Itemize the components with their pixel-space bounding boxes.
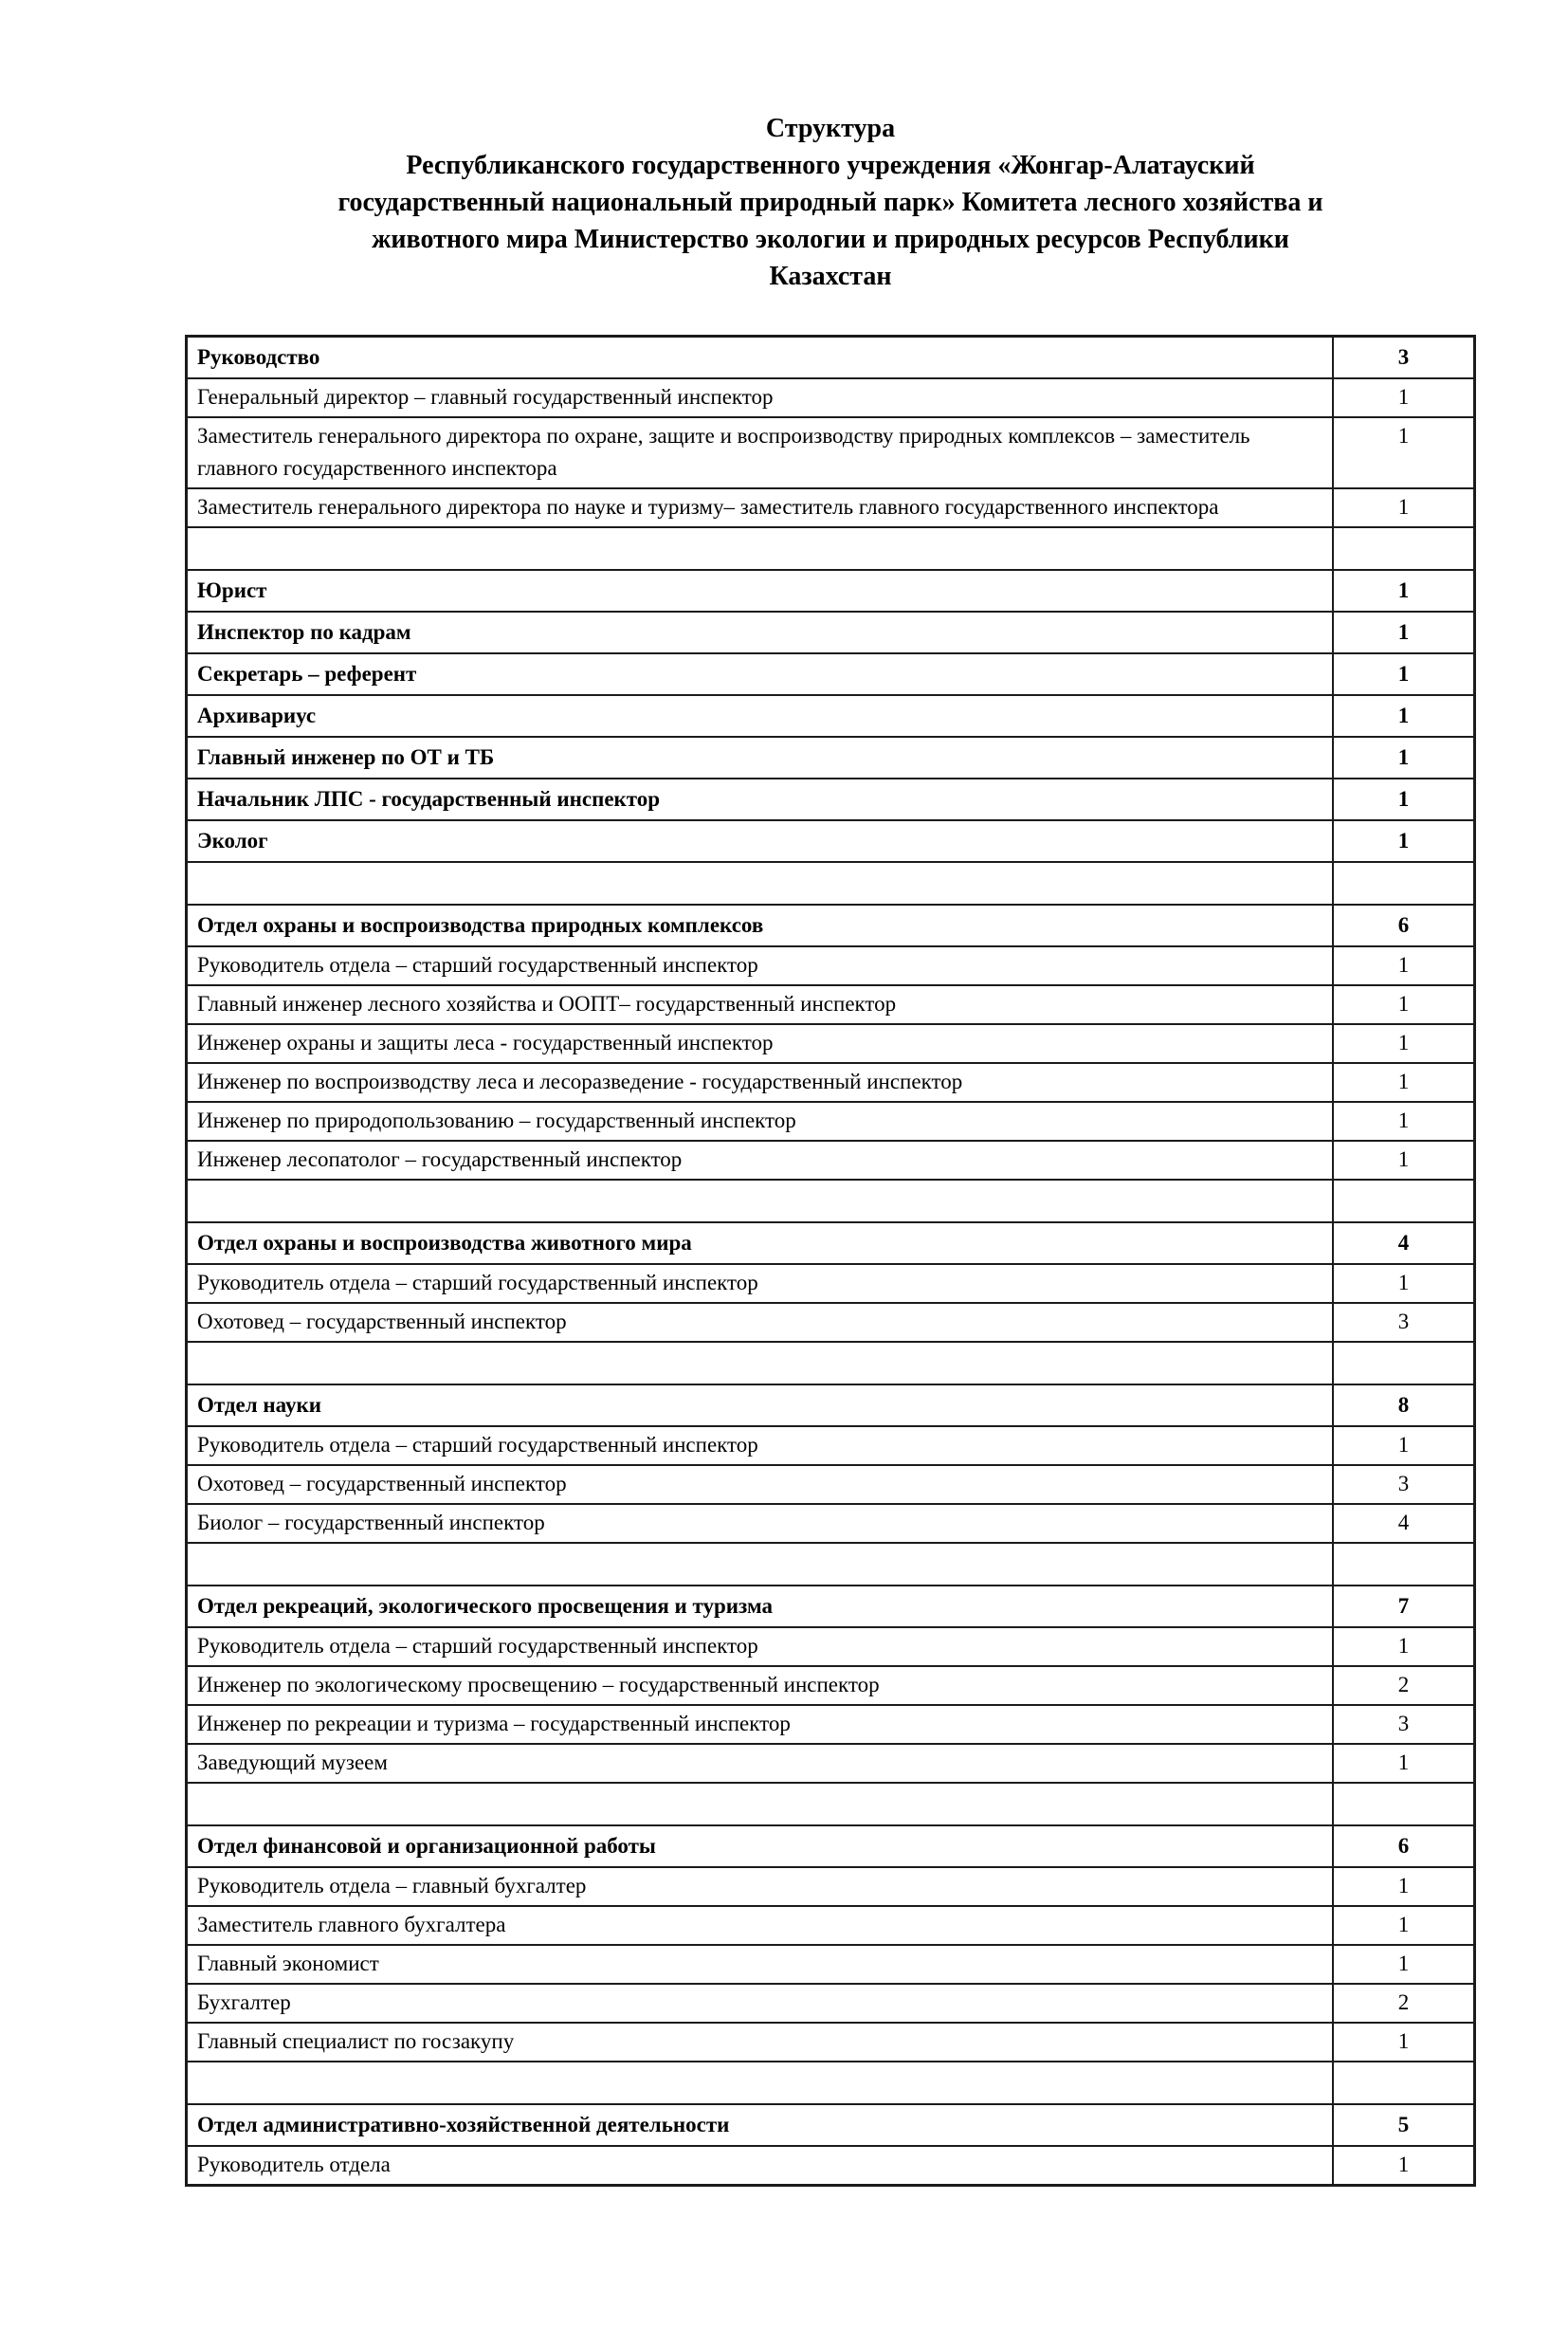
- count-cell: [1333, 1783, 1475, 1825]
- count-cell: 1: [1333, 1024, 1475, 1063]
- position-cell: Инженер по экологическому просвещению – государственный инспектор: [187, 1666, 1334, 1705]
- position-cell: Руководитель отдела – старший государственный инспектор: [187, 1426, 1334, 1465]
- count-cell: 1: [1333, 1102, 1475, 1141]
- count-cell: 1: [1333, 1945, 1475, 1984]
- position-cell: Отдел охраны и воспроизводства природных комплексов: [187, 905, 1334, 946]
- table-row: [187, 1666, 1475, 1705]
- position-cell: Заместитель генерального директора по охране, защите и воспроизводству природных комплексов – заместитель главного государственного инспектора: [187, 417, 1334, 488]
- count-cell: 1: [1333, 695, 1475, 737]
- count-cell: 1: [1333, 1867, 1475, 1906]
- table-row: [187, 612, 1475, 653]
- position-cell: Главный инженер лесного хозяйства и ООПТ– государственный инспектор: [187, 985, 1334, 1024]
- position-cell: Инженер по воспроизводству леса и лесоразведение - государственный инспектор: [187, 1063, 1334, 1102]
- table-row: [187, 2146, 1475, 2186]
- position-cell: [187, 862, 1334, 905]
- table-row: [187, 1426, 1475, 1465]
- table-row: [187, 1984, 1475, 2023]
- position-cell: Секретарь – референт: [187, 653, 1334, 695]
- position-cell: Заместитель главного бухгалтера: [187, 1906, 1334, 1945]
- count-cell: [1333, 1543, 1475, 1586]
- count-cell: [1333, 527, 1475, 570]
- table-row: [187, 378, 1475, 417]
- spacer-row: [187, 1783, 1475, 1825]
- table-row: [187, 820, 1475, 862]
- table-row: [187, 1825, 1475, 1867]
- table-row: [187, 1906, 1475, 1945]
- position-cell: Отдел охраны и воспроизводства животного мира: [187, 1222, 1334, 1264]
- position-cell: Архивариус: [187, 695, 1334, 737]
- count-cell: 3: [1333, 1465, 1475, 1504]
- spacer-row: [187, 1180, 1475, 1222]
- position-cell: [187, 1342, 1334, 1384]
- title-line: Казахстан: [769, 262, 892, 291]
- count-cell: 5: [1333, 2104, 1475, 2146]
- staff-table-body: [187, 337, 1475, 2186]
- title-line: государственный национальный природный парк» Комитета лесного хозяйства и: [337, 188, 1323, 217]
- count-cell: 4: [1333, 1504, 1475, 1543]
- table-row: [187, 1024, 1475, 1063]
- spacer-row: [187, 1342, 1475, 1384]
- count-cell: 1: [1333, 417, 1475, 488]
- table-row: [187, 2023, 1475, 2062]
- table-row: [187, 1141, 1475, 1180]
- position-cell: [187, 1543, 1334, 1586]
- position-cell: Начальник ЛПС - государственный инспектор: [187, 779, 1334, 820]
- count-cell: [1333, 2062, 1475, 2104]
- table-row: [187, 1586, 1475, 1627]
- position-cell: Отдел рекреаций, экологического просвещения и туризма: [187, 1586, 1334, 1627]
- position-cell: Руководитель отдела: [187, 2146, 1334, 2186]
- position-cell: Руководитель отдела – старший государственный инспектор: [187, 1264, 1334, 1303]
- staff-structure-table: [185, 335, 1476, 2187]
- table-row: [187, 488, 1475, 527]
- count-cell: 3: [1333, 1705, 1475, 1744]
- table-row: [187, 946, 1475, 985]
- count-cell: 1: [1333, 1906, 1475, 1945]
- position-cell: Инспектор по кадрам: [187, 612, 1334, 653]
- count-cell: 1: [1333, 1063, 1475, 1102]
- position-cell: Инженер лесопатолог – государственный инспектор: [187, 1141, 1334, 1180]
- position-cell: Биолог – государственный инспектор: [187, 1504, 1334, 1543]
- position-cell: Руководитель отдела – старший государственный инспектор: [187, 1627, 1334, 1666]
- table-row: [187, 1384, 1475, 1426]
- position-cell: Инженер по природопользованию – государственный инспектор: [187, 1102, 1334, 1141]
- position-cell: Инженер по рекреации и туризма – государственный инспектор: [187, 1705, 1334, 1744]
- table-row: [187, 1744, 1475, 1783]
- count-cell: [1333, 1180, 1475, 1222]
- table-row: [187, 1504, 1475, 1543]
- count-cell: 1: [1333, 653, 1475, 695]
- count-cell: 1: [1333, 1264, 1475, 1303]
- table-row: [187, 1303, 1475, 1342]
- title-line: Структура: [765, 114, 896, 143]
- spacer-row: [187, 1543, 1475, 1586]
- count-cell: 1: [1333, 2023, 1475, 2062]
- title-line: животного мира Министерство экологии и природных ресурсов Республики: [372, 225, 1289, 254]
- table-row: [187, 1264, 1475, 1303]
- position-cell: [187, 1783, 1334, 1825]
- count-cell: [1333, 1342, 1475, 1384]
- table-row: [187, 1102, 1475, 1141]
- position-cell: Отдел науки: [187, 1384, 1334, 1426]
- table-row: [187, 1945, 1475, 1984]
- position-cell: Руководитель отдела – старший государственный инспектор: [187, 946, 1334, 985]
- count-cell: 7: [1333, 1586, 1475, 1627]
- table-row: [187, 653, 1475, 695]
- count-cell: 1: [1333, 985, 1475, 1024]
- position-cell: Охотовед – государственный инспектор: [187, 1303, 1334, 1342]
- table-row: [187, 570, 1475, 612]
- count-cell: 1: [1333, 1426, 1475, 1465]
- table-row: [187, 737, 1475, 779]
- position-cell: Юрист: [187, 570, 1334, 612]
- position-cell: Заместитель генерального директора по науке и туризму– заместитель главного государственного инспектора: [187, 488, 1334, 527]
- position-cell: Эколог: [187, 820, 1334, 862]
- count-cell: 6: [1333, 1825, 1475, 1867]
- count-cell: 1: [1333, 946, 1475, 985]
- position-cell: [187, 1180, 1334, 1222]
- count-cell: 1: [1333, 1141, 1475, 1180]
- table-row: [187, 779, 1475, 820]
- position-cell: Главный инженер по ОТ и ТБ: [187, 737, 1334, 779]
- position-cell: Инженер охраны и защиты леса - государственный инспектор: [187, 1024, 1334, 1063]
- table-row: [187, 1867, 1475, 1906]
- count-cell: 6: [1333, 905, 1475, 946]
- spacer-row: [187, 2062, 1475, 2104]
- count-cell: 2: [1333, 1984, 1475, 2023]
- position-cell: Руководитель отдела – главный бухгалтер: [187, 1867, 1334, 1906]
- position-cell: Заведующий музеем: [187, 1744, 1334, 1783]
- count-cell: 1: [1333, 1627, 1475, 1666]
- count-cell: 1: [1333, 378, 1475, 417]
- position-cell: Отдел финансовой и организационной работы: [187, 1825, 1334, 1867]
- table-row: [187, 1222, 1475, 1264]
- count-cell: 3: [1333, 1303, 1475, 1342]
- position-cell: Охотовед – государственный инспектор: [187, 1465, 1334, 1504]
- table-row: [187, 905, 1475, 946]
- count-cell: 1: [1333, 779, 1475, 820]
- spacer-row: [187, 527, 1475, 570]
- document-title: [185, 110, 1476, 295]
- table-row: [187, 417, 1475, 488]
- position-cell: Бухгалтер: [187, 1984, 1334, 2023]
- count-cell: 1: [1333, 1744, 1475, 1783]
- table-row: [187, 1465, 1475, 1504]
- count-cell: 3: [1333, 337, 1475, 379]
- count-cell: [1333, 862, 1475, 905]
- count-cell: 2: [1333, 1666, 1475, 1705]
- count-cell: 1: [1333, 612, 1475, 653]
- table-row: [187, 1705, 1475, 1744]
- position-cell: [187, 527, 1334, 570]
- count-cell: 1: [1333, 2146, 1475, 2186]
- position-cell: Отдел административно-хозяйственной деятельности: [187, 2104, 1334, 2146]
- count-cell: 1: [1333, 820, 1475, 862]
- table-row: [187, 1063, 1475, 1102]
- title-line: Республиканского государственного учреждения «Жонгар-Алатауский: [406, 151, 1255, 180]
- spacer-row: [187, 862, 1475, 905]
- position-cell: [187, 2062, 1334, 2104]
- table-row: [187, 2104, 1475, 2146]
- count-cell: 4: [1333, 1222, 1475, 1264]
- count-cell: 1: [1333, 488, 1475, 527]
- position-cell: Руководство: [187, 337, 1334, 379]
- position-cell: Главный экономист: [187, 1945, 1334, 1984]
- table-row: [187, 337, 1475, 379]
- table-row: [187, 985, 1475, 1024]
- position-cell: Главный специалист по госзакупу: [187, 2023, 1334, 2062]
- position-cell: Генеральный директор – главный государственный инспектор: [187, 378, 1334, 417]
- count-cell: 1: [1333, 570, 1475, 612]
- count-cell: 8: [1333, 1384, 1475, 1426]
- table-row: [187, 695, 1475, 737]
- table-row: [187, 1627, 1475, 1666]
- count-cell: 1: [1333, 737, 1475, 779]
